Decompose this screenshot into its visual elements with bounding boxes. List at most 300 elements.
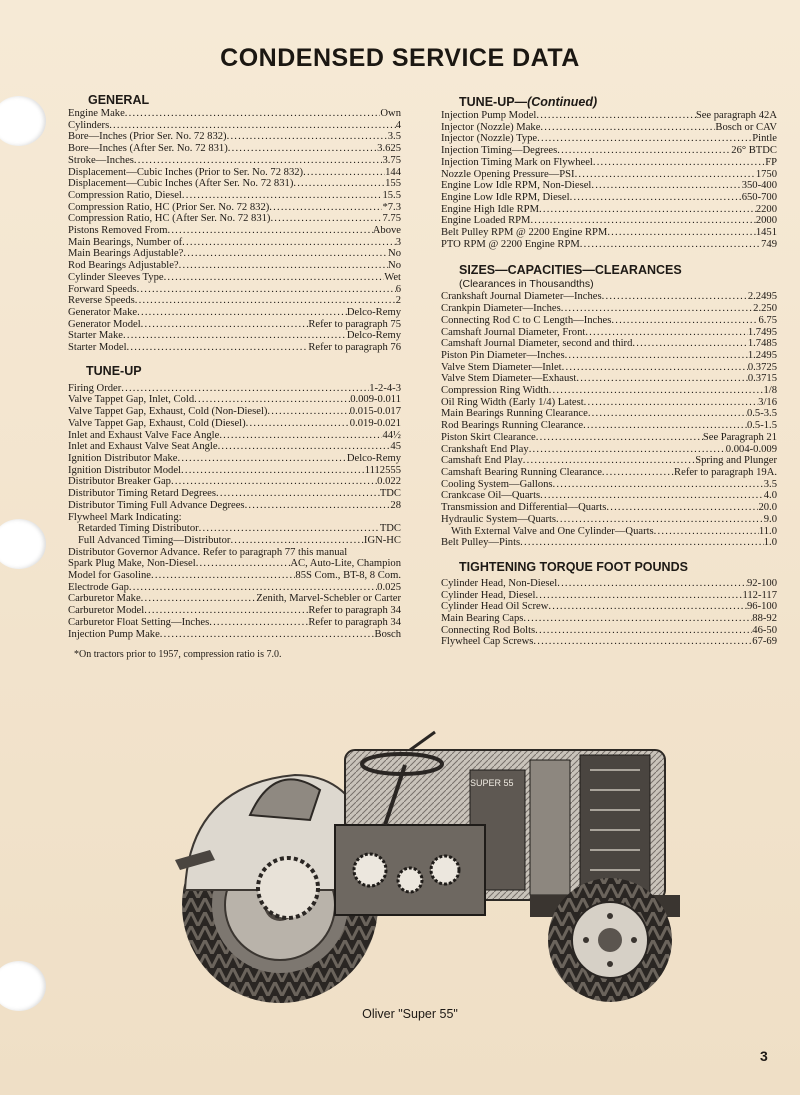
sizes-row-label: Crankshaft Journal Diameter—Inches: [441, 291, 602, 303]
sizes-subheading: (Clearances in Thousandths): [459, 278, 594, 291]
torque-row-value: 88-92: [752, 613, 777, 625]
sizes-row: [441, 537, 777, 549]
general-row-label: Displacement—Cubic Inches (After Ser. No. 72 831): [68, 178, 294, 190]
dot-leader: [557, 145, 731, 157]
tuneup-continued-heading: [441, 94, 777, 110]
right-column: [441, 94, 777, 648]
dot-leader: [557, 578, 747, 590]
dot-leader: [109, 120, 396, 132]
dot-leader: [602, 291, 748, 303]
general-row: [68, 342, 401, 354]
dot-leader: [182, 190, 383, 202]
binder-hole-middle: [0, 519, 46, 569]
sizes-row-value: Spring and Plunger: [695, 455, 777, 467]
torque-row: [441, 590, 777, 602]
general-table: [68, 108, 401, 354]
sizes-row-value: 2.2495: [747, 291, 777, 303]
general-row: [68, 213, 401, 225]
general-row-label: Compression Ratio, Diesel: [68, 189, 182, 201]
dot-leader: [171, 476, 377, 488]
general-row: [68, 155, 401, 167]
tuneup-row-label: Inlet and Exhaust Valve Seat Angle: [68, 441, 218, 453]
sizes-row-label: Camshaft End Play: [441, 455, 523, 467]
sizes-row-label: Rod Bearings Running Clearance: [441, 420, 584, 432]
tuneup-row: [68, 406, 401, 418]
dot-leader: [230, 535, 363, 547]
torque-row-value: 112-117: [742, 589, 777, 601]
tuneup-row-value: 44½: [382, 429, 401, 441]
tuneup-row-label: Carburetor Model: [68, 605, 145, 617]
dot-leader: [267, 406, 349, 418]
left-column: [68, 92, 401, 661]
sizes-row-value: 1/8: [763, 385, 777, 397]
general-row-label: Generator Model: [68, 318, 141, 330]
dot-leader: [533, 636, 752, 648]
torque-row-value: 96-100: [746, 601, 777, 613]
tuneup_cont-row-value: 2200: [755, 203, 777, 215]
sizes-row-value: 0.004-0.009: [725, 443, 777, 455]
general-row-label: Main Bearings, Number of: [68, 236, 183, 248]
dot-leader: [529, 444, 726, 456]
general-row-value: *7.3: [382, 201, 401, 213]
tuneup-row-label: Carburetor Float Setting—Inches: [68, 616, 210, 628]
general-row: [68, 167, 401, 179]
general-row-value: 2: [395, 295, 401, 307]
general-row-label: Forward Speeds: [68, 283, 137, 295]
dot-leader: [565, 350, 748, 362]
tuneup-row: [68, 465, 401, 477]
dot-leader: [293, 178, 385, 190]
tuneup-row: [68, 547, 401, 559]
dot-leader: [218, 441, 391, 453]
general-row: [68, 237, 401, 249]
dot-leader: [606, 502, 758, 514]
tuneup_cont-row: [441, 145, 777, 157]
tuneup-row-value: Refer to paragraph 34: [308, 616, 401, 628]
dot-leader: [575, 169, 756, 181]
dot-leader: [303, 167, 385, 179]
tuneup-row-value: TDC: [379, 523, 401, 535]
sizes-row: [441, 291, 777, 303]
sizes-row: [441, 385, 777, 397]
sizes-row-label: Camshaft Journal Diameter, second and third: [441, 338, 633, 350]
tuneup-table: [68, 383, 401, 640]
torque-row-value: 46-50: [752, 624, 777, 636]
general-row-value: 15.5: [382, 189, 401, 201]
sizes-row-value: 9.0: [763, 513, 777, 525]
sizes-row: [441, 327, 777, 339]
torque-heading: TIGHTENING TORQUE FOOT POUNDS: [459, 559, 688, 574]
sizes-row-value: Refer to paragraph 19A.: [674, 466, 777, 478]
tractor-cutaway-illustration: [170, 730, 680, 1005]
tuneup_cont-row-value: 350-400: [741, 180, 777, 192]
tuneup_cont-row-value: Pintle: [752, 133, 777, 145]
ring-gear: [258, 858, 318, 918]
tuneup_cont-row-value: 26° BTDC: [731, 145, 777, 157]
sizes-row-label: Hydraulic System—Quarts: [441, 513, 557, 525]
tuneup_cont-row: [441, 204, 777, 216]
torque-row: [441, 613, 777, 625]
general-row-label: Displacement—Cubic Inches (Prior to Ser. No. 72 832): [68, 166, 304, 178]
tuneup-row-label: Distributor Breaker Gap: [68, 476, 171, 488]
torque-row-label: Main Bearing Caps: [441, 613, 524, 625]
tuneup-row-label: Spark Plug Make, Non-Diesel: [68, 558, 196, 570]
tuneup_cont-row: [441, 239, 777, 251]
dot-leader: [593, 157, 765, 169]
sizes-row: [441, 502, 777, 514]
tuneup-row: [68, 476, 401, 488]
general-row-value: 7.75: [382, 213, 401, 225]
tuneup-row-value: 85S Com., BT-8, 8 Com.: [295, 570, 401, 582]
general-row-value: Above: [372, 225, 401, 237]
tuneup-row-value: TDC: [379, 488, 401, 500]
sizes-row-label: Compression Ring Width: [441, 385, 549, 397]
page-number: 3: [760, 1048, 768, 1064]
tuneup-row-label: Valve Tappet Gap, Exhaust, Cold (Diesel): [68, 417, 246, 429]
dot-leader: [245, 500, 391, 512]
dot-leader: [561, 303, 753, 315]
tuneup-row-label: Ignition Distributor Make: [68, 452, 178, 464]
dot-leader: [602, 467, 674, 479]
tuneup-row-label: Model for Gasoline: [68, 570, 151, 582]
tuneup_cont-row-label: Nozzle Opening Pressure—PSI: [441, 168, 575, 180]
tuneup_cont-row: [441, 227, 777, 239]
sizes-row-label: Camshaft Journal Diameter, Front: [441, 326, 586, 338]
sizes-row-value: 0.5-1.5: [746, 420, 777, 432]
dot-leader: [523, 613, 752, 625]
tuneup_cont-row: [441, 180, 777, 192]
sizes-row-label: Cooling System—Gallons: [441, 478, 553, 490]
dot-leader: [535, 590, 742, 602]
dot-leader: [611, 315, 758, 327]
sizes-row-value: 20.0: [758, 502, 777, 514]
sizes-row: [441, 315, 777, 327]
tuneup_cont-row: [441, 157, 777, 169]
tuneup-continued-heading-main: TUNE-UP—: [459, 95, 528, 109]
illustration-caption: Oliver "Super 55": [362, 1007, 458, 1021]
general-row: [68, 307, 401, 319]
general-row-label: Bore—Inches (Prior Ser. No. 72 832): [68, 131, 227, 143]
dot-leader: [585, 327, 748, 339]
sizes-row-value: 1.0: [763, 537, 777, 549]
tuneup_cont-row-label: Injection Timing—Degrees: [441, 145, 558, 157]
torque-row-label: Cylinder Head, Non-Diesel: [441, 577, 558, 589]
tuneup-row-label: Firing Order: [68, 382, 122, 394]
general-row-value: Own: [380, 108, 401, 119]
dot-leader: [209, 617, 308, 629]
dot-leader: [548, 601, 747, 613]
dot-leader: [632, 338, 747, 350]
general-row: [68, 225, 401, 237]
general-row-value: 144: [385, 166, 401, 178]
general-row-label: Compression Ratio, HC (After Ser. No. 72 831): [68, 213, 271, 225]
dot-leader: [144, 605, 308, 617]
tuneup_cont-row-value: 2000: [755, 215, 777, 227]
tuneup-row-value: Bosch: [374, 628, 401, 640]
dot-leader: [228, 143, 377, 155]
sizes-row: [441, 467, 777, 479]
general-row-label: Generator Make: [68, 306, 138, 318]
general-row-value: No: [388, 260, 401, 272]
torque-row: [441, 601, 777, 613]
footnote: *On tractors prior to 1957, compression ratio is 7.0.: [74, 649, 282, 661]
general-row: [68, 178, 401, 190]
dot-leader: [530, 215, 755, 227]
torque-row-label: Flywheel Cap Screws: [441, 636, 534, 648]
tuneup-row-label: Distributor Governor Advance. Refer to paragraph 77 this manual: [68, 546, 348, 558]
tuneup_cont-row-value: 1451: [755, 227, 777, 239]
dot-leader: [151, 570, 295, 582]
sizes-row: [441, 338, 777, 350]
tuneup_cont-row: [441, 122, 777, 134]
tuneup-row-label: Flywheel Mark Indicating:: [68, 511, 182, 523]
tuneup-row: [68, 523, 401, 535]
sizes-row-value: 1.7495: [747, 326, 777, 338]
torque-row-label: Cylinder Head Oil Screw: [441, 601, 549, 613]
sizes-row: [441, 479, 777, 491]
dot-leader: [141, 319, 309, 331]
dot-leader: [520, 537, 764, 549]
tuneup-row-label: Full Advanced Timing—Distributor: [78, 534, 231, 546]
sizes-row-label: Crankcase Oil—Quarts: [441, 490, 541, 502]
dot-leader: [588, 408, 747, 420]
dot-leader: [164, 272, 385, 284]
tuneup_cont-row-value: See paragraph 42A: [695, 110, 777, 121]
dot-leader: [129, 582, 377, 594]
sizes-row: [441, 444, 777, 456]
dot-leader: [562, 362, 748, 374]
general-row-label: Engine Make: [68, 108, 125, 119]
tuneup-row-value: 28: [390, 499, 401, 511]
radiator-grille: [580, 755, 650, 895]
tuneup-row-value: 0.022: [377, 476, 401, 488]
general-row-value: 3.625: [377, 143, 401, 155]
tuneup_cont-row-label: Injection Timing Mark on Flywheel: [441, 156, 593, 168]
dot-leader: [177, 453, 346, 465]
tuneup-row: [68, 570, 401, 582]
tuneup-row: [68, 500, 401, 512]
tuneup-row: [68, 394, 401, 406]
general-row-value: No: [388, 248, 401, 260]
tuneup_cont-row: [441, 133, 777, 145]
sizes-row-value: 1.7485: [747, 338, 777, 350]
tuneup_cont-row-value: 749: [761, 238, 777, 250]
tuneup-row-value: 0.019-0.021: [349, 417, 401, 429]
tuneup_cont-row-label: Belt Pulley RPM @ 2200 Engine RPM: [441, 227, 608, 239]
tuneup-row: [68, 441, 401, 453]
tuneup-row: [68, 605, 401, 617]
sizes-row-value: See Paragraph 21: [702, 431, 777, 443]
sizes-heading: SIZES—CAPACITIES—CLEARANCES: [459, 263, 682, 278]
general-row-value: 4: [395, 119, 401, 131]
general-row-value: 3.75: [382, 154, 401, 166]
dot-leader: [523, 455, 695, 467]
tuneup-row-label: Valve Tappet Gap, Exhaust, Cold (Non-Diesel): [68, 406, 268, 418]
tuneup_cont-row-value: FP: [765, 156, 777, 168]
general-row-value: Delco-Remy: [346, 330, 401, 342]
sizes-row-value: 3/16: [758, 396, 777, 408]
general-row-value: Refer to paragraph 76: [308, 342, 401, 354]
general-row-label: Bore—Inches (After Ser. No. 72 831): [68, 143, 228, 155]
sizes-row: [441, 350, 777, 362]
sizes-row-value: 2.250: [753, 303, 777, 315]
tuneup-row-value: Delco-Remy: [346, 452, 401, 464]
general-row: [68, 108, 401, 120]
tuneup-row-label: Distributor Timing Retard Degrees: [68, 488, 217, 500]
tuneup-row-value: AC, Auto-Lite, Champion: [290, 558, 401, 570]
sizes-row-label: Oil Ring Width (Early 1/4) Latest: [441, 396, 584, 408]
sizes-row: [441, 303, 777, 315]
tuneup_cont-row-label: Engine High Idle RPM: [441, 203, 539, 215]
sizes-row-label: Crankshaft End Play: [441, 443, 529, 455]
dot-leader: [137, 284, 396, 296]
tuneup_cont-row-label: PTO RPM @ 2200 Engine RPM: [441, 238, 580, 250]
tuneup-row: [68, 383, 401, 395]
tuneup-row-label: Ignition Distributor Model: [68, 464, 181, 476]
dot-leader: [553, 479, 764, 491]
general-row-label: Starter Model: [68, 342, 127, 354]
tuneup-row-label: Carburetor Make: [68, 593, 141, 605]
tuneup-row-value: IGN-HC: [363, 534, 401, 546]
sizes-row: [441, 514, 777, 526]
tuneup-row-value: Refer to paragraph 34: [308, 605, 401, 617]
dot-leader: [121, 383, 369, 395]
dot-leader: [137, 307, 347, 319]
tuneup-row-label: Inlet and Exhaust Valve Face Angle: [68, 429, 220, 441]
dot-leader: [227, 131, 388, 143]
tuneup_cont-row: [441, 169, 777, 181]
torque-row: [441, 578, 777, 590]
sizes-row: [441, 397, 777, 409]
tuneup-row: [68, 535, 401, 547]
dot-leader: [584, 397, 758, 409]
sizes-row-label: Camshaft Bearing Running Clearance: [441, 466, 602, 478]
general-row: [68, 260, 401, 272]
dot-leader: [219, 430, 382, 442]
binder-hole-bottom: [0, 961, 46, 1011]
tuneup-row-value: 45: [390, 441, 401, 453]
sizes-row-label: With External Valve and One Cylinder—Quarts: [451, 525, 654, 537]
general-row: [68, 190, 401, 202]
page-title: CONDENSED SERVICE DATA: [220, 44, 580, 72]
torque-row-value: 67-69: [752, 636, 777, 648]
sizes-row-value: 4.0: [763, 490, 777, 502]
general-row-value: 3.5: [387, 131, 401, 143]
sizes-row: [441, 490, 777, 502]
dot-leader: [580, 239, 761, 251]
sizes-row-value: 11.0: [758, 525, 777, 537]
sizes-row: [441, 526, 777, 538]
tuneup_cont-row-value: 1750: [755, 168, 777, 180]
general-row: [68, 272, 401, 284]
dot-leader: [141, 593, 257, 605]
general-row-value: 155: [385, 178, 401, 190]
sizes-row-label: Piston Skirt Clearance: [441, 431, 536, 443]
sizes-row-label: Valve Stem Diameter—Exhaust: [441, 373, 577, 385]
tuneup-row: [68, 512, 401, 524]
tuneup-row: [68, 430, 401, 442]
tuneup-row-value: 0.015-0.017: [349, 406, 401, 418]
tuneup_cont-row-label: Engine Low Idle RPM, Non-Diesel: [441, 180, 592, 192]
sizes-row: [441, 420, 777, 432]
tuneup-row: [68, 593, 401, 605]
torque-table: [441, 578, 777, 648]
dot-leader: [583, 420, 747, 432]
sizes-row-label: Main Bearings Running Clearance: [441, 408, 588, 420]
general-row-value: Delco-Remy: [346, 306, 401, 318]
sizes-row-value: 1.2495: [747, 349, 777, 361]
dot-leader: [134, 155, 383, 167]
tuneup-row: [68, 582, 401, 594]
tuneup-continued-table: [441, 110, 777, 250]
dot-leader: [194, 394, 350, 406]
hood-emblem: SUPER 55: [470, 778, 514, 788]
dot-leader: [591, 180, 741, 192]
general-row-label: Pistons Removed From: [68, 225, 168, 237]
tuneup-row-value: Zenith, Marvel-Schebler or Carter: [256, 593, 401, 605]
general-heading: GENERAL: [88, 93, 150, 107]
torque-row-value: 92-100: [746, 577, 777, 589]
dot-leader: [199, 523, 380, 535]
tuneup-row: [68, 617, 401, 629]
general-row-value: Wet: [384, 271, 401, 283]
dot-leader: [183, 248, 388, 260]
dot-leader: [196, 558, 291, 570]
sizes-row: [441, 362, 777, 374]
tuneup_cont-row: [441, 215, 777, 227]
sizes-row: [441, 408, 777, 420]
tuneup-row-value: 1-2-4-3: [369, 382, 401, 394]
tuneup-row: [68, 629, 401, 641]
dot-leader: [179, 260, 388, 272]
dot-leader: [607, 227, 755, 239]
tuneup-row-value: 0.025: [377, 581, 401, 593]
general-row: [68, 248, 401, 260]
dot-leader: [246, 418, 350, 430]
torque-row: [441, 625, 777, 637]
general-row: [68, 143, 401, 155]
dot-leader: [540, 122, 715, 134]
general-row-label: Cylinders: [68, 119, 110, 131]
dot-leader: [182, 237, 396, 249]
sizes-row-label: Connecting Rod C to C Length—Inches: [441, 314, 612, 326]
sizes-row-label: Crankpin Diameter—Inches: [441, 303, 561, 315]
general-row: [68, 120, 401, 132]
general-row-value: 6: [395, 283, 401, 295]
sizes-table: [441, 291, 777, 548]
dot-leader: [269, 202, 382, 214]
sizes-row: [441, 432, 777, 444]
binder-hole-top: [0, 96, 46, 146]
dot-leader: [270, 213, 382, 225]
tuneup_cont-row: [441, 192, 777, 204]
general-row-label: Reverse Speeds: [68, 295, 135, 307]
dot-leader: [160, 629, 375, 641]
sizes-row-value: 0.5-3.5: [746, 408, 777, 420]
tuneup-row-label: Electrode Gap: [68, 581, 129, 593]
dot-leader: [570, 192, 742, 204]
sizes-row-value: 0.3725: [747, 361, 777, 373]
sizes-row-label: Valve Stem Diameter—Inlet: [441, 361, 562, 373]
general-row-label: Main Bearings Adjustable?: [68, 248, 184, 260]
dot-leader: [535, 625, 752, 637]
tuneup-row-label: Retarded Timing Distributor: [78, 523, 199, 535]
tuneup_cont-row-value: 650-700: [741, 191, 777, 203]
dot-leader: [537, 133, 752, 145]
dot-leader: [540, 490, 764, 502]
sizes-row: [441, 455, 777, 467]
general-row-value: 3: [395, 236, 401, 248]
